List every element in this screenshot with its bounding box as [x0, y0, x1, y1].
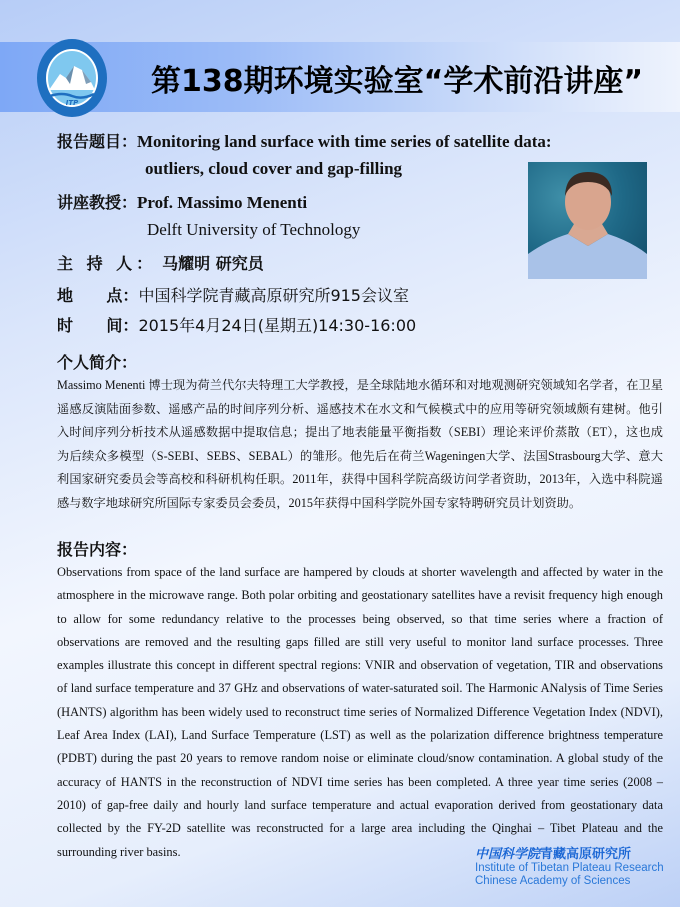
speaker-affiliation: Delft University of Technology	[147, 220, 361, 239]
venue-value: 中国科学院青藏高原研究所915会议室	[138, 286, 409, 305]
topic-row	[57, 129, 552, 152]
cas-calligraphy-logo: 中国科学院	[475, 847, 541, 862]
time-label: 时 间：	[57, 316, 139, 335]
affiliation-row	[147, 220, 360, 240]
host-name: 马耀明 研究员	[162, 254, 264, 273]
svg-text:ITP: ITP	[65, 99, 79, 107]
footer-cn-name	[475, 843, 664, 862]
topic-row-2	[145, 159, 402, 179]
speaker-portrait-icon	[528, 162, 647, 279]
speaker-row	[57, 190, 307, 213]
host-row	[57, 251, 264, 274]
speaker-label: 讲座教授：	[57, 193, 138, 212]
abstract-text: Observations from space of the land surface are hampered by clouds at shorter wavelength and affected by water in the atmosphere in the microwave range. Both polar orbiting and geostationary satellites have a revisit frequency high enough to allow for some redundancy relative to the processes being observed, so that time series where a fraction of observations are removed and the resulting gaps filled are still very useful to monitor land surface processes. Three examples illustrate this concept in different spectral regions: VNIR and observation of vegetation, TIR and observations of land surface temperature and 37 GHz and observations of water-saturated soil. The Harmonic ANalysis of Time Series (HANTS) algorithm has been widely used to reconstruct time series of Normalized Difference Vegetation Index (NDVI), Leaf Area Index (LAI), Land Surface Temperature (LST) as well as the polarization difference brightness temperature (PDBT) during the past 20 years to remove random noise or eliminate cloud/snow contamination. A global study of the accuracy of HANTS in the reconstruction of NDVI time series has been completed. A three year time series (2008 – 2010) of gap-free daily and hourly land surface temperature and actual evaporation derived from geostationary data collected by the FY-2D satellite was reconstructed for a large area including the Qinghai – Tibet Plateau and the surrounding river basins.	[57, 565, 663, 859]
bio-heading: 个人简介：	[57, 353, 138, 372]
speaker-name: Prof. Massimo Menenti	[137, 193, 308, 212]
time-value: 2015年4月24日(星期五)14:30-16:00	[138, 316, 417, 335]
time-row	[57, 313, 416, 336]
institute-en-line-1: Institute of Tibetan Plateau Research	[475, 862, 664, 874]
institute-cn: 青藏高原研究所	[540, 847, 632, 862]
itp-logo-icon	[36, 38, 108, 118]
venue-row	[57, 283, 409, 306]
abstract-heading: 报告内容：	[57, 540, 138, 559]
topic-label: 报告题目：	[57, 132, 138, 151]
host-label: 主 持 人：	[57, 254, 157, 273]
page-title: 第138期环境实验室“学术前沿讲座”	[151, 64, 644, 99]
bio-text: Massimo Menenti 博士现为荷兰代尔夫特理工大学教授，是全球陆地水循环和对地观测研究领域知名学者，在卫星遥感反演陆面参数、遥感产品的时间序列分析、遥感技术在水文和气候模式中的应用等研究领域颇有建树。他引入时间序列分析技术从遥感数据中提取信息；提出了地表能量平衡指数（SEBI）理论来评价蒸散（ET），这也成为后续众多模型（S-SEBI、SEBS、SEBAL）的雏形。他先后在荷兰Wageningen大学、法国Strasbourg大学、意大利国家研究委员会等高校和科研机构任职。2011年，获得中国科学院高级访问学者资助，2013年，入选中科院遥感与数字地球研究所国际专家委员会委员，2015年获得中国科学院外国专家特聘研究员计划资助。	[57, 378, 663, 510]
institute-en-line-2: Chinese Academy of Sciences	[475, 875, 631, 887]
speaker-photo	[528, 162, 647, 279]
venue-label: 地 点：	[57, 286, 139, 305]
footer-institute	[475, 843, 664, 888]
topic-line-1: Monitoring land surface with time series of satellite data:	[137, 132, 552, 151]
topic-line-2: outliers, cloud cover and gap-filling	[145, 159, 403, 178]
